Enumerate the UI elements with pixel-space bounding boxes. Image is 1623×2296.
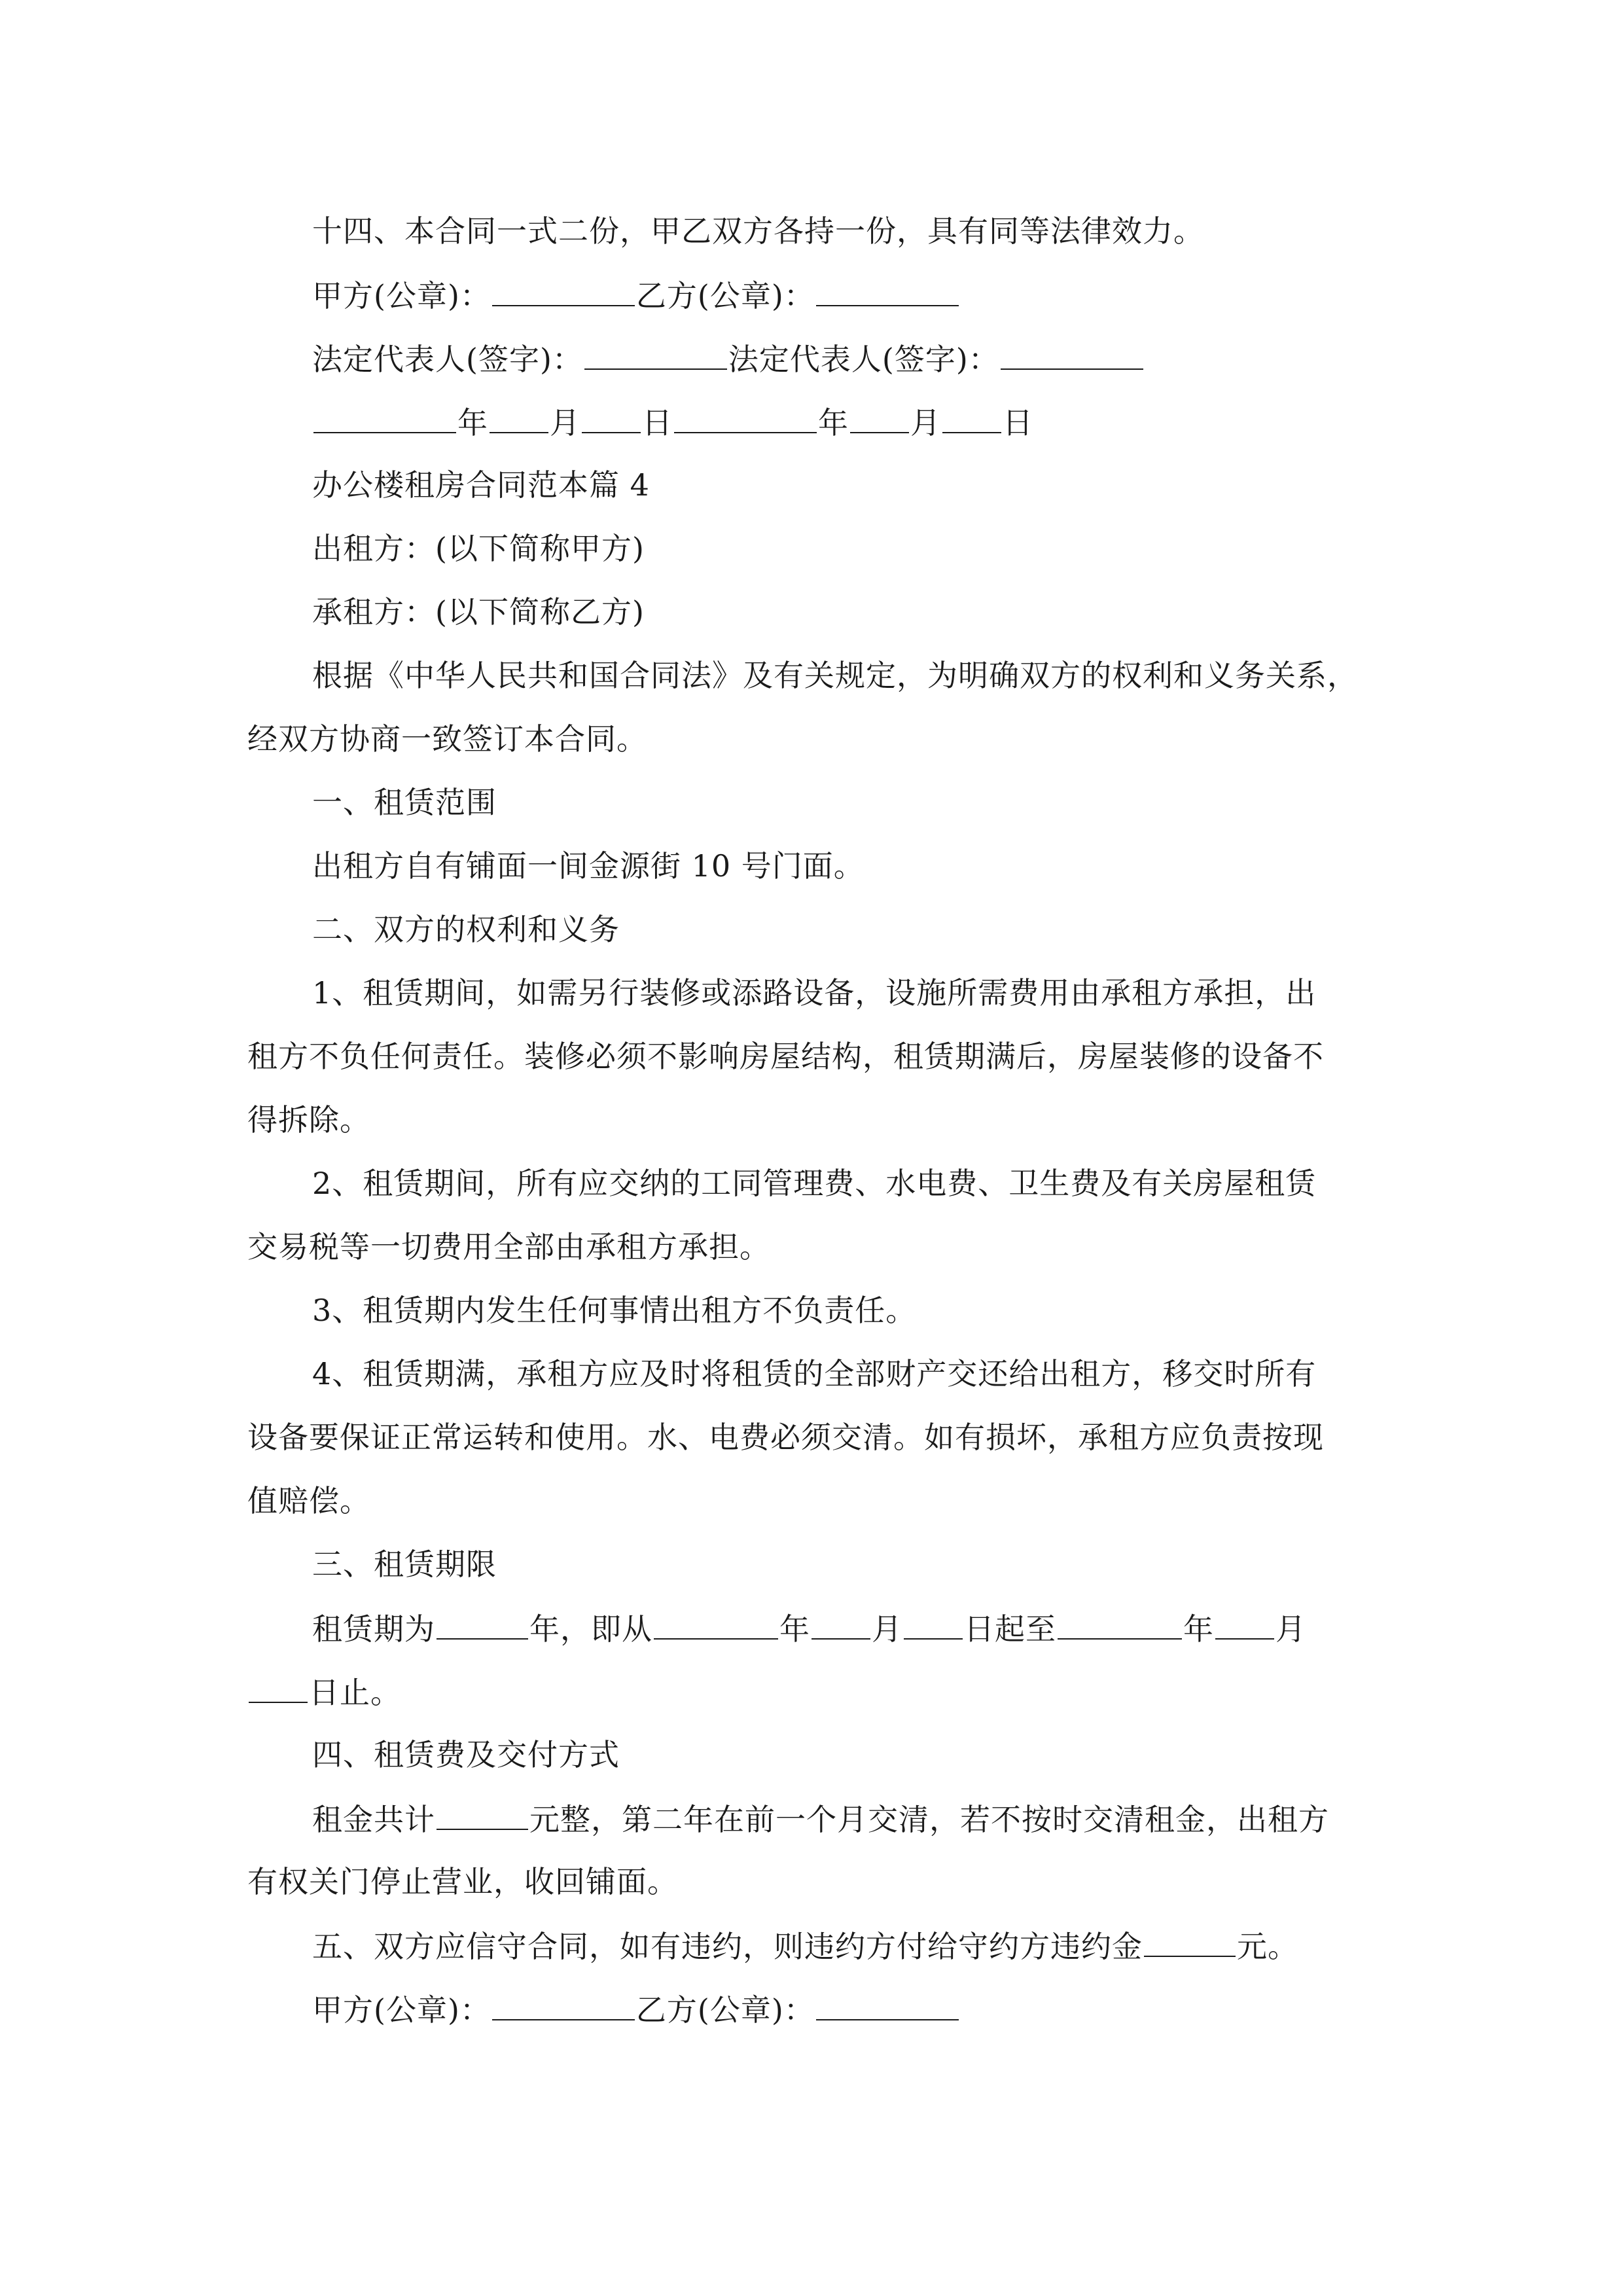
start-day-blank: [904, 1608, 963, 1640]
date-a-day-blank: [582, 402, 641, 433]
end-year-label: 年: [1183, 1611, 1214, 1647]
end-month-label: 月: [1275, 1611, 1306, 1647]
date-b-day-blank: [942, 402, 1001, 433]
clause-14-text: 十四、本合同一式二份，甲乙双方各持一份，具有同等法律效力。: [312, 213, 1204, 249]
lessor-text: 出租方：(以下简称甲方): [312, 531, 645, 566]
party-b-seal-label: 乙方(公章)：: [635, 278, 815, 314]
clause-14: [312, 211, 1204, 251]
item-4-line-3: [247, 1481, 370, 1520]
party-a-seal-label-2: 甲方(公章)：: [312, 1992, 491, 2028]
item-4-text-3: 值赔偿。: [247, 1483, 370, 1518]
heading-rent-payment-text: 四、租赁费及交付方式: [312, 1737, 620, 1772]
clause-5-text: 五、双方应信守合同，如有违约，则违约方付给守约方违约金: [312, 1929, 1143, 1964]
end-day-label: 日止。: [309, 1675, 401, 1710]
penalty-amount-blank: [1144, 1926, 1236, 1957]
date-b-year-label: 年: [818, 405, 849, 440]
item-4-line-2: [247, 1418, 1324, 1457]
party-b-rep-label: 法定代表人(签字)：: [728, 342, 999, 377]
lease-years-from-label: 年，即从: [529, 1611, 652, 1647]
end-day-blank: [249, 1672, 308, 1703]
heading-lease-scope: [312, 783, 497, 822]
signature-seal-row-1: [312, 275, 960, 315]
clause-5-suffix: 元。: [1237, 1929, 1298, 1964]
party-a-seal-blank-2: [492, 1989, 635, 2020]
item-1-text-3: 得拆除。: [247, 1102, 370, 1138]
heading-lease-scope-text: 一、租赁范围: [312, 785, 497, 820]
lease-term-prefix: 租赁期为: [312, 1611, 435, 1647]
date-row: [312, 402, 1033, 442]
preamble-line-2: [247, 719, 647, 759]
lease-term-line-1: [312, 1608, 1306, 1649]
item-4-text-2: 设备要保证正常运转和使用。水、电费必须交清。如有损坏，承租方应负责按现: [247, 1420, 1324, 1455]
heading-rights-obligations-text: 二、双方的权利和义务: [312, 912, 620, 947]
item-2-line-2: [247, 1227, 770, 1266]
end-month-blank: [1215, 1608, 1274, 1640]
rent-terms-text: 元整，第二年在前一个月交清，若不按时交清租金，出租方: [529, 1802, 1329, 1837]
item-4-text-1: 4、租赁期满，承租方应及时将租赁的全部财产交还给出租方，移交时所有: [312, 1356, 1317, 1391]
preamble-text-1: 根据《中华人民共和国合同法》及有关规定，为明确双方的权利和义务关系，: [312, 658, 1358, 693]
rent-line-2: [247, 1862, 678, 1901]
party-b-seal-blank-2: [816, 1989, 959, 2020]
party-a-rep-label: 法定代表人(签字)：: [312, 342, 583, 377]
item-1-line-2: [247, 1037, 1324, 1076]
date-a-month-blank: [490, 402, 548, 433]
item-2-line-1: [312, 1164, 1316, 1203]
preamble-line-1: [312, 656, 1358, 695]
date-b-year-blank: [674, 402, 817, 433]
date-a-year-blank: [313, 402, 456, 433]
heading-rights-obligations: [312, 910, 620, 949]
heading-rent-payment: [312, 1735, 620, 1774]
lessee-text: 承租方：(以下简称乙方): [312, 594, 645, 630]
date-b-month-label: 月: [910, 405, 941, 440]
item-4-line-1: [312, 1354, 1316, 1393]
start-month-label: 月: [872, 1611, 902, 1647]
lease-scope-text: 出租方自有铺面一间金源街 10 号门面。: [312, 848, 865, 884]
rent-prefix: 租金共计: [312, 1802, 435, 1837]
start-year-blank: [654, 1608, 778, 1640]
date-b-day-label: 日: [1003, 405, 1033, 440]
item-3-text: 3、租赁期内发生任何事情出租方不负责任。: [312, 1293, 917, 1328]
start-year-label: 年: [779, 1611, 810, 1647]
party-b-seal-blank: [816, 275, 959, 306]
party-a-rep-blank: [584, 338, 727, 370]
end-year-blank: [1058, 1608, 1182, 1640]
section-title-text: 办公楼租房合同范本篇 4: [312, 467, 650, 503]
start-month-blank: [812, 1608, 870, 1640]
date-a-month-label: 月: [550, 405, 580, 440]
lease-years-blank: [437, 1608, 528, 1640]
item-3-line: [312, 1291, 916, 1330]
item-1-text-1: 1、租赁期间，如需另行装修或添路设备，设施所需费用由承租方承担，出: [312, 975, 1317, 1011]
rent-terms-text-2: 有权关门停止营业，收回铺面。: [247, 1864, 678, 1899]
signature-seal-row-2: [312, 1989, 960, 2030]
rent-amount-blank: [437, 1799, 528, 1830]
party-a-seal-blank: [492, 275, 635, 306]
date-b-month-blank: [850, 402, 909, 433]
preamble-text-2: 经双方协商一致签订本合同。: [247, 721, 647, 757]
heading-lease-term-text: 三、租赁期限: [312, 1547, 497, 1582]
item-1-text-2: 租方不负任何责任。装修必须不影响房屋结构，租赁期满后，房屋装修的设备不: [247, 1039, 1324, 1074]
item-1-line-1: [312, 973, 1316, 1013]
lease-term-line-2: [247, 1672, 401, 1712]
legal-rep-row: [312, 338, 1145, 379]
date-a-year-label: 年: [457, 405, 488, 440]
item-1-line-3: [247, 1100, 370, 1139]
party-a-seal-label: 甲方(公章)：: [312, 278, 491, 314]
item-2-text-2: 交易税等一切费用全部由承租方承担。: [247, 1229, 770, 1265]
heading-lease-term: [312, 1545, 497, 1584]
party-b-seal-label-2: 乙方(公章)：: [635, 1992, 815, 2028]
lessor-line: [312, 529, 645, 568]
rent-line-1: [312, 1799, 1329, 1839]
start-day-to-label: 日起至: [964, 1611, 1056, 1647]
lease-scope-line: [312, 846, 865, 886]
section-title: [312, 465, 650, 505]
party-b-rep-blank: [1001, 338, 1143, 370]
clause-5-line: [312, 1926, 1298, 1966]
lessee-line: [312, 592, 645, 632]
item-2-text-1: 2、租赁期间，所有应交纳的工同管理费、水电费、卫生费及有关房屋租赁: [312, 1166, 1317, 1201]
date-a-day-label: 日: [642, 405, 673, 440]
